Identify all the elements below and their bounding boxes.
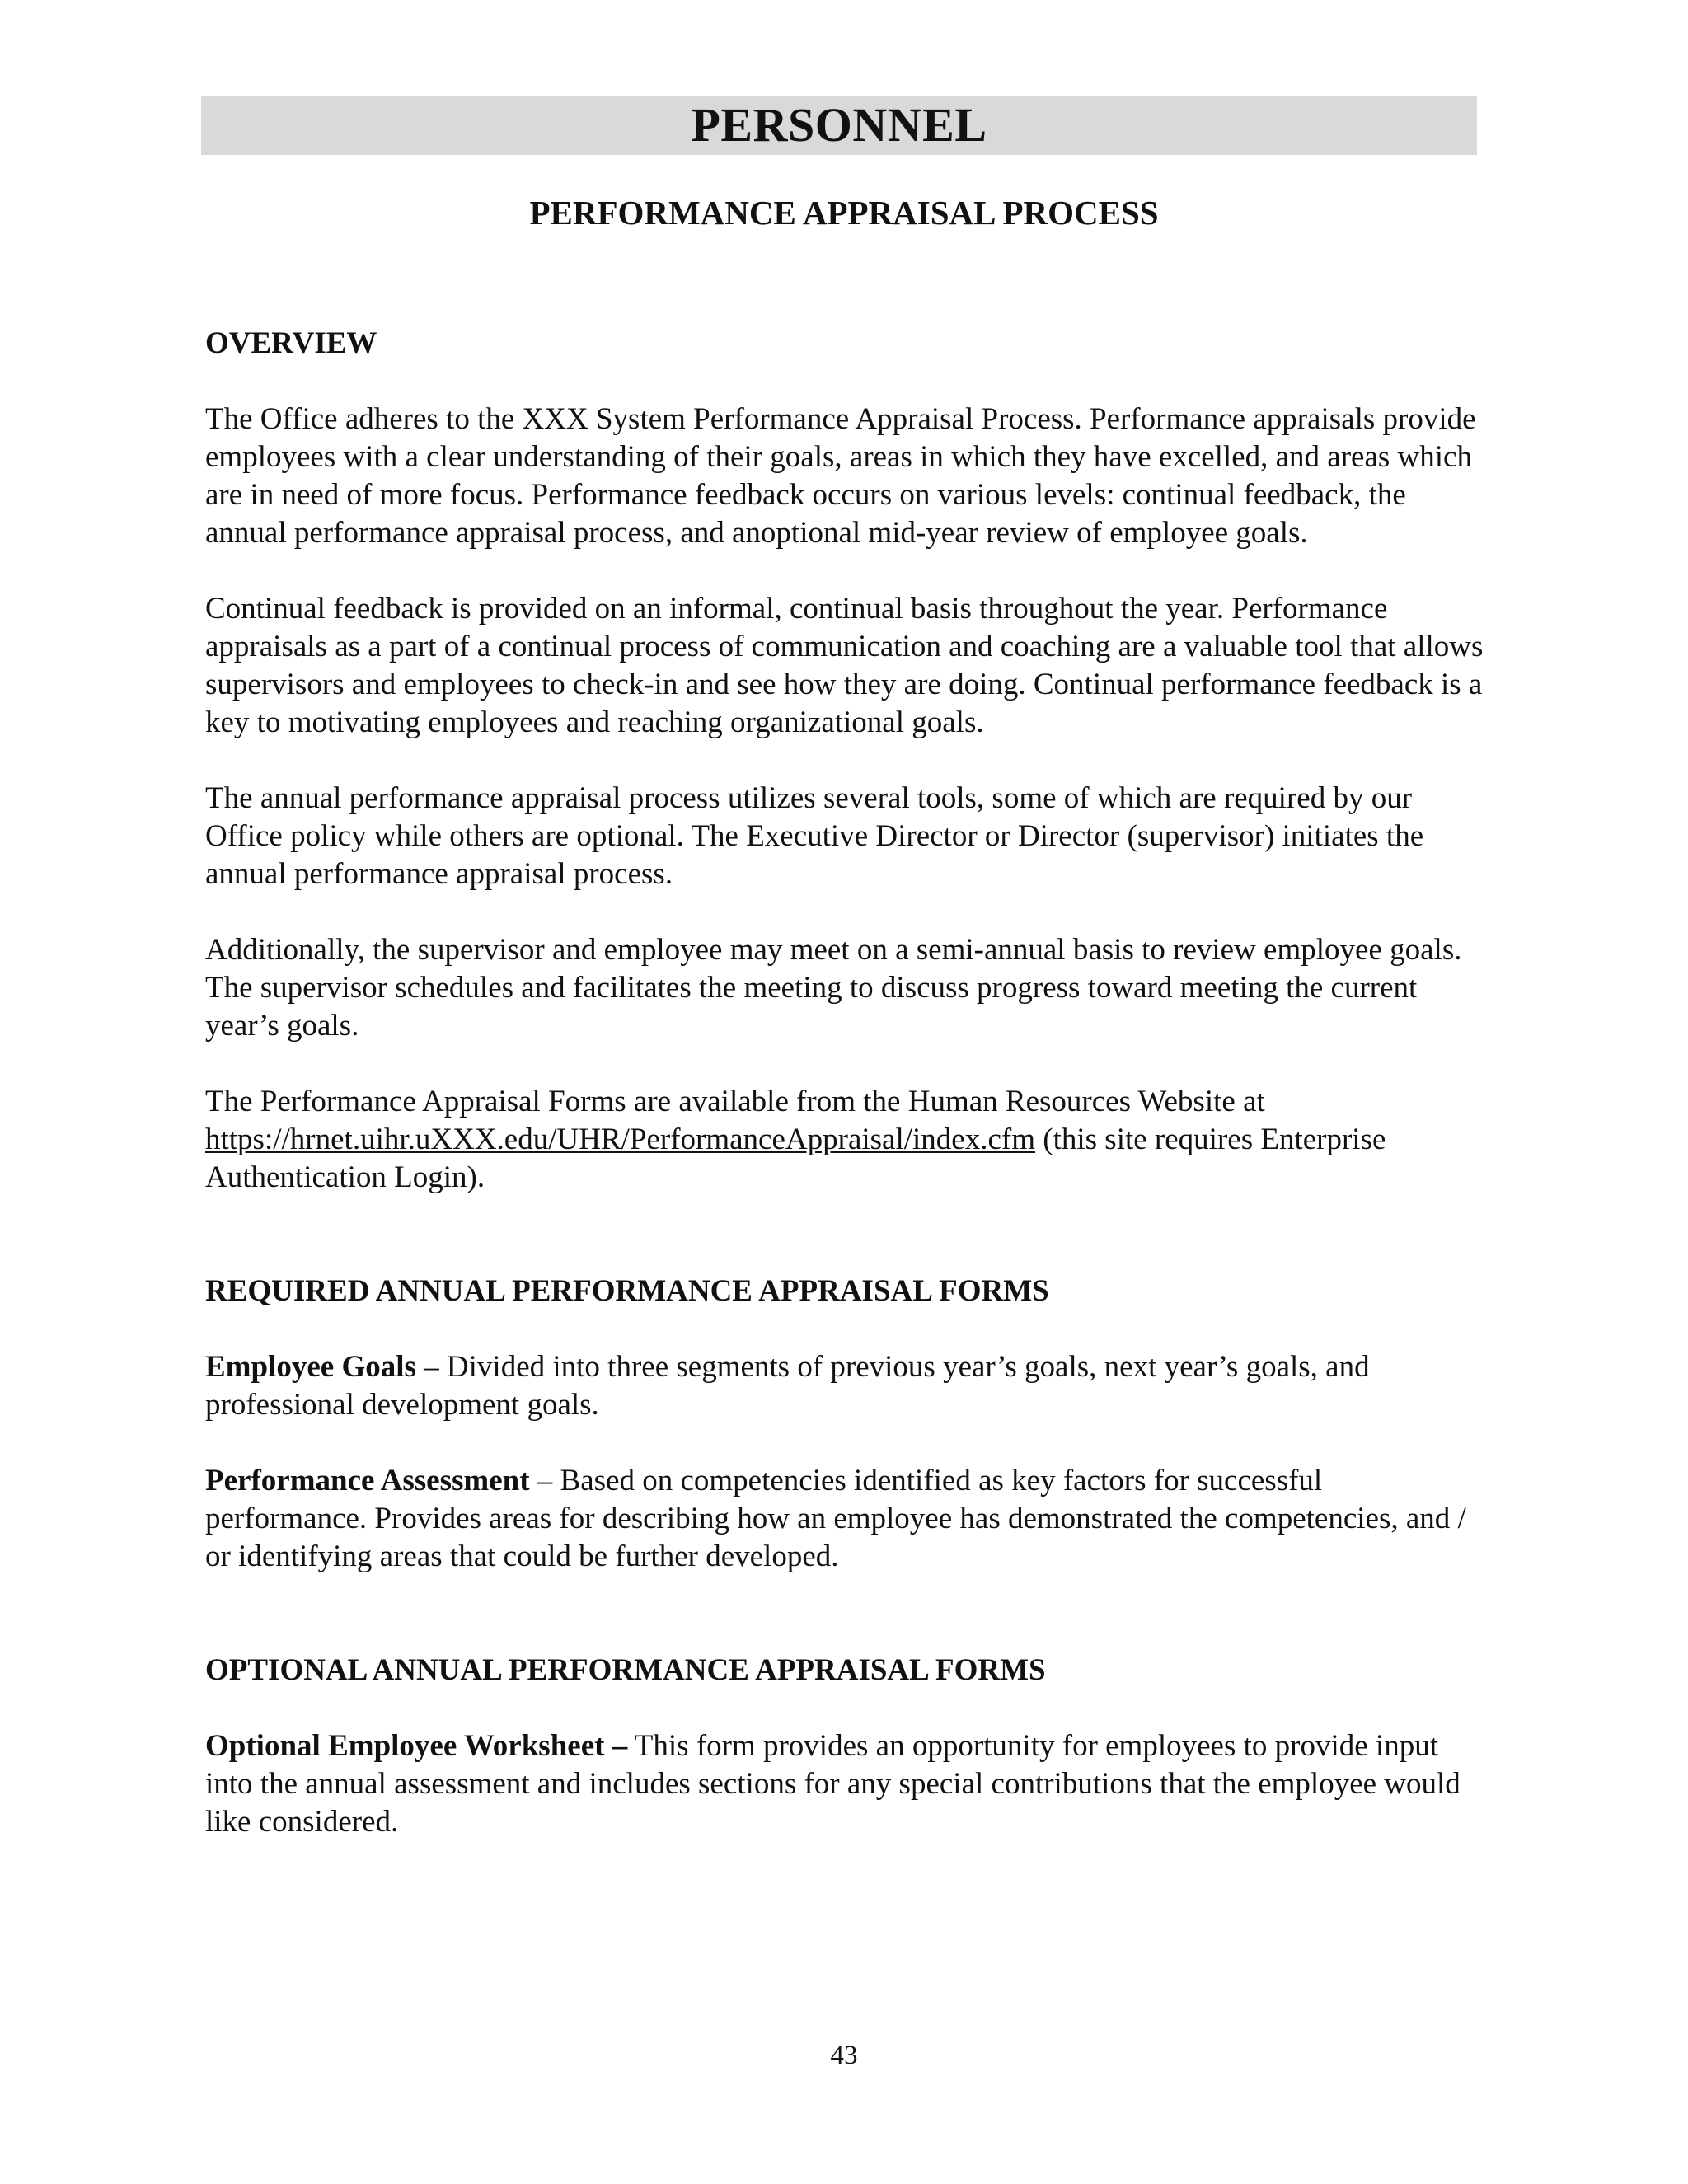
- form-description: – Divided into three segments of previous year’s goals, next year’s goals, and professional development goals.: [205, 1350, 1370, 1422]
- document-body: [205, 325, 1491, 1841]
- overview-paragraph-3: The annual performance appraisal process utilizes several tools, some of which are required by our Office policy while others are optional. The Executive Director or Director (supervisor) initiates the annual performance appraisal process.: [205, 781, 1424, 891]
- required-form-performance-assessment: [205, 1462, 1491, 1576]
- section-banner: [201, 96, 1477, 155]
- page-title: PERFORMANCE APPRAISAL PROCESS: [529, 194, 1159, 232]
- hr-website-link[interactable]: https://hrnet.uihr.uXXX.edu/UHR/PerformanceAppraisal/index.cfm: [205, 1122, 1036, 1156]
- overview-paragraph-2: Continual feedback is provided on an informal, continual basis throughout the year. Performance appraisals as a part of a continual process of communication and coaching are a valuable tool that allows supervisors and employees to check-in and see how they are doing. Continual performance feedback is a key to motivating employees and reaching organizational goals.: [205, 592, 1484, 739]
- overview-heading: OVERVIEW: [205, 326, 377, 360]
- page-number: 43: [830, 2041, 858, 2070]
- section-title: PERSONNEL: [691, 98, 987, 152]
- forms-availability-text: The Performance Appraisal Forms are available from the Human Resources Website at: [205, 1085, 1265, 1118]
- form-term: Performance Assessment: [205, 1464, 530, 1497]
- form-description: – Based on competencies identified as key factors for successful performance. Provides areas for describing how an employee has demonstrated the competencies, and / or identifying areas that could be further developed.: [205, 1464, 1466, 1573]
- optional-forms-heading: OPTIONAL ANNUAL PERFORMANCE APPRAISAL FORMS: [205, 1653, 1046, 1687]
- overview-paragraph-5: [205, 1083, 1491, 1197]
- login-requirement-text: (this site requires Enterprise Authentication Login).: [205, 1122, 1386, 1194]
- form-term: Optional Employee Worksheet –: [205, 1729, 628, 1763]
- overview-paragraph-1: The Office adheres to the XXX System Performance Appraisal Process. Performance appraisals provide employees with a clear understanding of their goals, areas in which they have excelled, and areas which are in need of more focus. Performance feedback occurs on various levels: continual feedback, the annual performance appraisal process, and anoptional mid-year review of employee goals.: [205, 402, 1476, 550]
- form-term: Employee Goals: [205, 1350, 416, 1384]
- optional-form-employee-worksheet: [205, 1727, 1491, 1841]
- required-forms-heading: REQUIRED ANNUAL PERFORMANCE APPRAISAL FORMS: [205, 1274, 1049, 1308]
- required-form-employee-goals: [205, 1348, 1491, 1424]
- form-description: This form provides an opportunity for employees to provide input into the annual assessment and includes sections for any special contributions that the employee would like considered.: [205, 1729, 1461, 1839]
- overview-paragraph-4: Additionally, the supervisor and employee may meet on a semi-annual basis to review employee goals. The supervisor schedules and facilitates the meeting to discuss progress toward meeting the current year’s goals.: [205, 933, 1462, 1043]
